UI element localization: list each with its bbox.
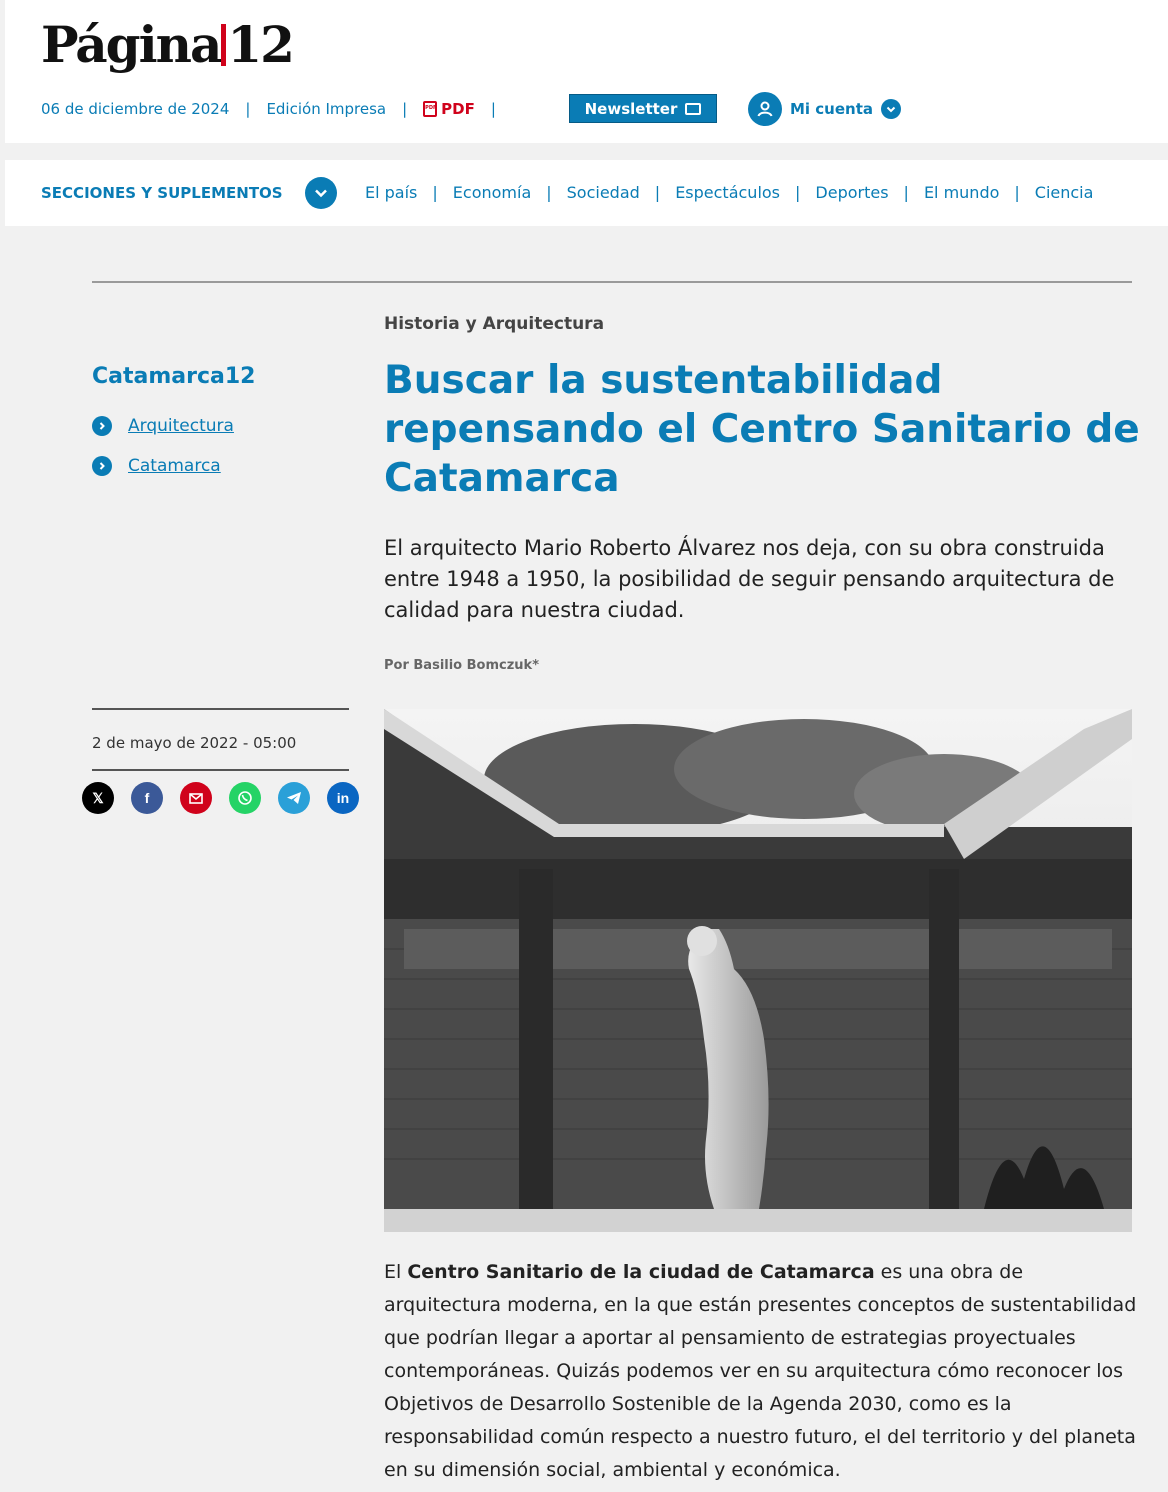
header-meta-row (41, 100, 512, 118)
nav-links (365, 183, 1093, 202)
site-logo[interactable]: Página 12 (41, 15, 293, 74)
newsletter-label: Newsletter (584, 99, 678, 118)
divider (92, 708, 349, 710)
publish-date: 2 de mayo de 2022 - 05:00 (92, 734, 297, 752)
tag-link-arquitectura[interactable] (92, 410, 234, 450)
x-share-icon[interactable]: 𝕏 (82, 782, 114, 814)
nav-link-el-pais[interactable]: El país (365, 183, 418, 202)
separator: | (1014, 183, 1020, 202)
facebook-share-icon[interactable]: f (131, 782, 163, 814)
chevron-right-icon (92, 416, 112, 436)
tag-label: Catamarca (128, 456, 221, 476)
separator: | (795, 183, 801, 202)
edition-link[interactable]: Edición Impresa (266, 100, 387, 118)
chevron-right-icon (92, 456, 112, 476)
site-header (5, 0, 1168, 143)
nav-link-sociedad[interactable]: Sociedad (566, 183, 640, 202)
nav-link-deportes[interactable]: Deportes (815, 183, 889, 202)
separator: | (245, 100, 251, 118)
article-byline: Por Basilio Bomczuk* (384, 658, 539, 673)
pdf-label: PDF (441, 100, 475, 118)
separator: | (432, 183, 438, 202)
separator: | (490, 100, 496, 118)
pdf-link[interactable] (423, 100, 475, 118)
logo-bar (221, 24, 226, 66)
pdf-icon: PDF (423, 101, 437, 117)
article-body: El Centro Sanitario de la ciudad de Catamarca es una obra de arquitectura moderna, en la que están presentes conceptos de sustentabilidad que podrían llegar a aportar al pensamiento de estrategias proyectuales contemporáneas. Quizás podemos ver en su arquitectura cómo reconocer los Objetivos de Desarrollo Sostenible de la Agenda 2030, como es la responsabilidad común respecto a nuestro futuro, el del territorio y del planeta en su dimensión social, ambiental y económica. (384, 1261, 1137, 1481)
sections-nav (5, 160, 1168, 226)
nav-link-el-mundo[interactable]: El mundo (923, 183, 1000, 202)
tag-list (92, 410, 234, 490)
article-photo (384, 709, 1132, 1209)
article-lead: El arquitecto Mario Roberto Álvarez nos deja, con su obra construida entre 1948 a 1950, la posibilidad de seguir pensando arquitectura de calidad para nuestra ciudad. (384, 536, 1115, 622)
mail-icon (685, 103, 701, 115)
sections-toggle-chevron-icon[interactable] (305, 177, 337, 209)
whatsapp-share-icon[interactable] (229, 782, 261, 814)
divider (92, 281, 1132, 283)
current-date: 06 de diciembre de 2024 (41, 100, 230, 118)
newsletter-button[interactable] (569, 94, 717, 123)
share-bar (82, 782, 359, 814)
separator: | (402, 100, 408, 118)
separator: | (903, 183, 909, 202)
account-label: Mi cuenta (790, 100, 874, 118)
separator: | (654, 183, 661, 202)
nav-link-espectaculos[interactable]: Espectáculos (675, 183, 781, 202)
tag-link-catamarca[interactable] (92, 450, 234, 490)
account-menu[interactable] (748, 92, 901, 126)
divider (92, 769, 349, 771)
user-icon (748, 92, 782, 126)
body-bold-text: Centro Sanitario de la ciudad de Catamarca (407, 1261, 875, 1283)
email-share-icon[interactable] (180, 782, 212, 814)
nav-link-economia[interactable]: Economía (452, 183, 532, 202)
linkedin-share-icon[interactable]: in (327, 782, 359, 814)
telegram-share-icon[interactable] (278, 782, 310, 814)
separator: | (546, 183, 552, 202)
supplement-title[interactable]: Catamarca12 (92, 364, 256, 389)
article-headline: Buscar la sustentabilidad repensando el Centro Sanitario de Catamarca (384, 358, 1140, 501)
article-kicker: Historia y Arquitectura (384, 314, 605, 334)
chevron-down-icon (881, 99, 901, 119)
tag-label: Arquitectura (128, 416, 234, 436)
nav-link-ciencia[interactable]: Ciencia (1034, 183, 1094, 202)
sections-title[interactable]: SECCIONES Y SUPLEMENTOS (41, 184, 283, 202)
photo-caption-bar (384, 1209, 1132, 1232)
